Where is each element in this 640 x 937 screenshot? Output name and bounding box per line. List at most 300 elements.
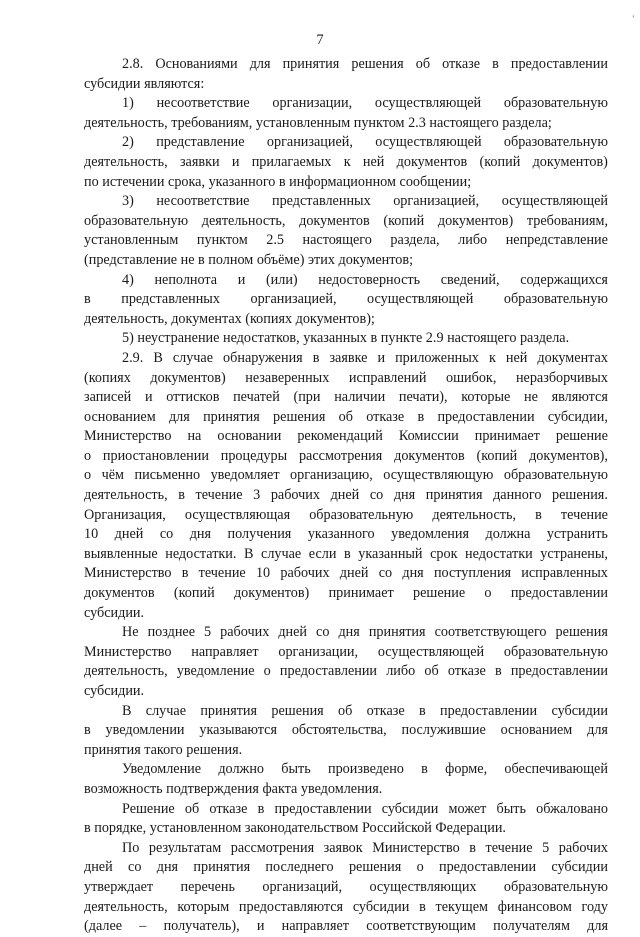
word: субсидии,: [547, 408, 608, 425]
text-line: [84, 898, 608, 918]
word: течение: [485, 839, 533, 856]
word: недостатки.: [165, 545, 237, 562]
word: дней: [339, 565, 369, 582]
text-line: [84, 604, 608, 624]
word: образовательную: [503, 467, 608, 484]
word: к: [343, 153, 351, 170]
word: заявки: [179, 153, 220, 170]
word: и: [237, 271, 246, 288]
text-line: [84, 839, 608, 859]
word: документов),: [529, 447, 608, 464]
word: уведомляет: [210, 467, 280, 484]
word: если: [308, 545, 337, 562]
word: деятельность,: [84, 153, 168, 170]
word: процедуры: [220, 447, 288, 464]
word: (далее: [84, 918, 123, 935]
word: о: [484, 585, 492, 602]
word: исправленных: [521, 565, 608, 582]
word: образовательную: [503, 95, 608, 112]
text-line: [84, 858, 608, 878]
word: чём: [101, 467, 125, 484]
word: со: [369, 487, 384, 504]
word: в: [178, 487, 185, 504]
word: предоставлении: [510, 663, 608, 680]
word: рабочих: [280, 565, 330, 582]
word: предоставлении: [274, 800, 372, 817]
word: организацией,: [393, 193, 480, 210]
word: уведомление: [176, 663, 255, 680]
word: Основаниями: [155, 56, 238, 72]
word: принятия: [200, 702, 258, 719]
word: предоставлении: [438, 859, 537, 876]
word: заявок: [323, 839, 363, 856]
word: дней: [84, 859, 113, 876]
word: получателям: [493, 918, 570, 935]
word: уведомления: [391, 526, 470, 543]
word: со: [316, 624, 330, 641]
word: (при: [293, 389, 321, 406]
word: отказе: [447, 663, 486, 680]
word: рабочих: [558, 839, 608, 856]
word: осуществляющую: [383, 467, 494, 484]
word: наличии: [334, 389, 386, 406]
word: (копий: [173, 585, 215, 602]
word: предоставлении: [510, 585, 608, 602]
word: осуществляющей: [501, 193, 608, 210]
text-line: [84, 643, 608, 663]
word: незаверенных: [245, 369, 330, 386]
word: основании: [217, 428, 282, 445]
word: должно: [218, 761, 265, 778]
word: обнаружения: [223, 349, 303, 366]
word: документов): [233, 585, 310, 602]
word: осуществляющей: [375, 134, 482, 151]
text-line: [84, 682, 608, 702]
word: решения: [351, 56, 404, 72]
text-line: [84, 584, 608, 604]
word: поступления: [433, 565, 512, 582]
word: о: [263, 663, 271, 680]
text-line: [84, 192, 608, 212]
text-line: [84, 702, 608, 722]
text-line: [84, 741, 608, 761]
word: документов: [299, 212, 370, 229]
word: деятельность,: [84, 663, 168, 680]
word: в: [421, 761, 428, 778]
text-line: [84, 506, 608, 526]
text-line: [84, 800, 608, 820]
word: в: [181, 565, 189, 582]
word: устранить: [546, 526, 608, 543]
word: решения: [555, 624, 608, 641]
word: выявленные: [84, 545, 158, 562]
word: Решение: [122, 800, 175, 817]
word: о: [416, 859, 424, 876]
word: утверждает: [84, 878, 154, 895]
word: письменно: [134, 467, 201, 484]
line-text: по истечении срока, указанного в информационном сообщении;: [84, 173, 472, 190]
line-text: (представление не в полном объёме) этих документов;: [84, 251, 414, 268]
word: 2.9.: [122, 349, 144, 366]
word: рабочих: [220, 624, 270, 641]
word: рабочих: [270, 487, 320, 504]
word: сведений,: [440, 271, 500, 288]
word: неполнота: [154, 271, 218, 288]
word: о: [84, 447, 92, 464]
word: субсидии: [381, 800, 439, 817]
word: непредставление: [505, 232, 608, 249]
word: предоставлении: [510, 56, 608, 72]
line-text: деятельность, документах (копиях документов);: [84, 310, 375, 327]
word: позднее: [147, 624, 196, 641]
word: дня: [393, 487, 416, 504]
word: –: [139, 918, 147, 935]
text-line: [84, 447, 608, 467]
word: для: [168, 408, 190, 425]
word: основанием: [500, 722, 573, 739]
word: перечень: [180, 878, 235, 895]
word: образовательную: [503, 291, 608, 308]
word: документов: [84, 585, 155, 602]
text-line: [84, 525, 608, 545]
word: ошибок,: [446, 369, 497, 386]
word: документах: [537, 349, 608, 366]
word: со: [128, 859, 142, 876]
text-line: [84, 427, 608, 447]
word: документов: [396, 153, 468, 170]
word: в: [535, 506, 542, 523]
word: для: [587, 918, 608, 935]
word: осуществляющей: [377, 643, 485, 660]
word: со: [378, 565, 393, 582]
document-body: [84, 55, 608, 937]
word: дней: [330, 487, 360, 504]
word: требованиям,: [526, 212, 608, 229]
word: устранены,: [540, 545, 608, 562]
word: представление: [156, 134, 245, 151]
word: получения: [227, 526, 292, 543]
word: соответствующим: [366, 918, 476, 935]
word: осуществляющей: [367, 291, 474, 308]
word: настоящего: [302, 232, 372, 249]
word: рассмотрения: [230, 839, 315, 856]
word: принятия: [282, 56, 340, 72]
word: организации,: [278, 643, 359, 660]
word: дня: [156, 859, 179, 876]
word: 2.8.: [122, 56, 144, 72]
word: образовательную: [503, 643, 608, 660]
word: должна: [485, 526, 531, 543]
word: произведено: [327, 761, 404, 778]
word: 2): [122, 134, 134, 151]
word: отказе: [366, 408, 405, 425]
line-text: субсидии.: [84, 604, 145, 621]
word: принятия: [368, 624, 426, 641]
word: решение: [555, 428, 608, 445]
word: Организация,: [84, 506, 166, 523]
word: недостоверность: [318, 271, 421, 288]
word: к: [488, 349, 496, 366]
word: деятельность,: [84, 898, 168, 915]
word: дня: [402, 565, 424, 582]
word: документов: [394, 447, 465, 464]
text-line: [84, 290, 608, 310]
word: в: [419, 898, 426, 915]
word: организации,: [272, 95, 353, 112]
word: Министерство: [84, 565, 172, 582]
word: образовательную: [84, 212, 189, 229]
word: принятия: [203, 408, 260, 425]
word: печати),: [398, 389, 448, 406]
word: в: [257, 800, 265, 817]
word: (или): [265, 271, 298, 288]
word: образовательную: [503, 878, 608, 895]
word: о: [84, 467, 92, 484]
text-line: [84, 231, 608, 251]
word: несоответствие: [156, 193, 250, 210]
text-line: [84, 75, 608, 95]
word: быть: [281, 761, 311, 778]
word: об: [338, 408, 353, 425]
word: Министерство: [84, 428, 172, 445]
word: и: [231, 153, 240, 170]
text-line: [84, 878, 608, 898]
word: случае: [172, 349, 214, 366]
word: указываются: [199, 722, 277, 739]
word: представленных: [121, 291, 220, 308]
text-line: [84, 251, 608, 271]
word: обстоятельства,: [291, 722, 387, 739]
word: осуществляющая: [184, 506, 291, 523]
word: документов): [532, 153, 608, 170]
word: в: [492, 56, 499, 72]
line-text: деятельность, требованиям, установленным пунктом 2.3 настоящего раздела;: [84, 114, 552, 131]
word: послужившие: [401, 722, 486, 739]
word: 2.5: [266, 232, 284, 249]
word: течение: [560, 506, 608, 523]
word: может: [448, 800, 487, 817]
word: Уведомление: [122, 761, 202, 778]
word: установленным: [84, 232, 179, 249]
line-text: субсидии являются:: [84, 75, 205, 92]
word: Не: [122, 624, 139, 641]
word: 10: [84, 526, 99, 543]
word: рекомендаций: [297, 428, 383, 445]
word: которым: [177, 898, 230, 915]
word: рассмотрения: [298, 447, 383, 464]
word: дня: [189, 526, 212, 543]
word: в: [418, 702, 426, 719]
word: отказе: [366, 702, 405, 719]
word: (копий: [383, 212, 425, 229]
word: печатей: [233, 389, 280, 406]
word: осуществляющих: [369, 878, 477, 895]
word: деятельность,: [84, 487, 168, 504]
text-line: [84, 310, 608, 330]
word: в: [469, 839, 476, 856]
word: предоставлении: [437, 408, 535, 425]
word: случае: [145, 702, 186, 719]
word: раздела,: [390, 232, 440, 249]
word: представленных: [271, 193, 371, 210]
word: в: [84, 291, 91, 308]
text-line: [84, 780, 608, 800]
word: решение: [413, 585, 466, 602]
word: обжаловано: [536, 800, 608, 817]
word: ней: [505, 349, 528, 366]
text-line: [84, 349, 608, 369]
word: финансовом: [497, 898, 572, 915]
word: В: [153, 349, 163, 366]
word: дней: [114, 526, 144, 543]
word: указанный: [358, 545, 423, 562]
word: исправлений: [348, 369, 427, 386]
word: недостатки: [465, 545, 533, 562]
text-line: [84, 173, 608, 193]
word: в: [494, 663, 502, 680]
word: решения: [348, 859, 402, 876]
word: и: [377, 349, 386, 366]
word: содержащихся: [520, 271, 608, 288]
word: на: [187, 428, 202, 445]
word: являются: [551, 389, 608, 406]
text-line: [84, 408, 608, 428]
word: отказе: [442, 56, 481, 72]
word: (копий: [479, 153, 521, 170]
word: соответствующего: [434, 624, 547, 641]
word: несоответствие: [156, 95, 250, 112]
word: образовательную: [503, 134, 608, 151]
word: 3): [122, 193, 134, 210]
word: решения: [273, 408, 326, 425]
word: форме,: [445, 761, 488, 778]
word: результатам: [148, 839, 222, 856]
text-line: [84, 623, 608, 643]
line-text: возможность подтверждения факта уведомления.: [84, 780, 383, 797]
word: принятия: [425, 487, 483, 504]
word: обеспечивающей: [504, 761, 608, 778]
text-line: [84, 271, 608, 291]
word: об: [424, 663, 439, 680]
text-line: [84, 55, 608, 75]
word: в: [417, 408, 425, 425]
word: последнего: [265, 859, 334, 876]
text-line: [84, 114, 608, 134]
word: срок: [430, 545, 458, 562]
word: организацией,: [266, 134, 353, 151]
word: быть: [496, 800, 526, 817]
word: Министерство: [372, 839, 460, 856]
word: организацией,: [250, 291, 337, 308]
word: которые: [461, 389, 511, 406]
word: заявке: [329, 349, 368, 366]
word: в: [84, 722, 91, 739]
word: отказе: [209, 800, 248, 817]
text-line: [84, 153, 608, 173]
page-number: 7: [316, 32, 324, 48]
word: деятельность,: [201, 212, 286, 229]
word: для: [249, 56, 271, 72]
word: субсидии: [551, 702, 608, 719]
word: данного: [493, 487, 542, 504]
text-line: [84, 819, 608, 839]
word: дней: [278, 624, 308, 641]
word: текущем: [435, 898, 488, 915]
word: Министерство: [84, 643, 172, 660]
word: приостановлении: [102, 447, 209, 464]
word: получатель),: [163, 918, 240, 935]
line-text: принятия такого решения.: [84, 741, 243, 758]
word: предоставляются: [238, 898, 344, 915]
text-line: [84, 369, 608, 389]
word: пунктом: [196, 232, 248, 249]
word: решения: [271, 702, 324, 719]
scan-mark: ': [632, 14, 634, 24]
word: (копий: [476, 447, 518, 464]
word: об: [415, 56, 431, 72]
word: Комиссии: [398, 428, 459, 445]
word: случае: [261, 545, 302, 562]
word: основанием: [84, 408, 156, 425]
text-line: [84, 133, 608, 153]
word: решения.: [552, 487, 608, 504]
word: принимает: [474, 428, 540, 445]
word: В: [244, 545, 254, 562]
word: записей: [84, 389, 132, 406]
text-line: [84, 486, 608, 506]
word: либо: [386, 663, 416, 680]
word: дня: [338, 624, 360, 641]
word: организаций,: [262, 878, 343, 895]
word: об: [338, 702, 353, 719]
word: деятельность,: [432, 506, 517, 523]
text-line: [84, 564, 608, 584]
text-line: [84, 721, 608, 741]
word: осуществляющей: [374, 95, 482, 112]
word: 10: [255, 565, 271, 582]
word: организацию,: [290, 467, 373, 484]
word: неразборчивых: [515, 369, 608, 386]
word: субсидии: [352, 898, 410, 915]
word: предоставлении: [279, 663, 378, 680]
word: предоставлении: [440, 702, 538, 719]
word: субсидии: [551, 859, 608, 876]
word: оттисков: [166, 389, 220, 406]
word: 5: [542, 839, 550, 856]
word: приложенных: [395, 349, 479, 366]
line-text: в порядке, установленном законодательством Российской Федерации.: [84, 820, 506, 837]
word: принятия: [193, 859, 251, 876]
line-text: субсидии.: [84, 683, 145, 699]
word: в: [312, 349, 320, 366]
word: направляет: [281, 918, 349, 935]
word: В: [122, 702, 132, 719]
word: не: [524, 389, 538, 406]
text-line: [84, 760, 608, 780]
word: прилагаемых: [251, 153, 332, 170]
text-line: [84, 329, 608, 349]
word: образовательную: [309, 506, 414, 523]
word: для: [587, 722, 608, 739]
word: и: [256, 918, 265, 935]
text-line: [84, 545, 608, 565]
word: ней: [362, 153, 385, 170]
word: 1): [122, 95, 134, 112]
word: уведомлении: [105, 722, 185, 739]
text-line: [84, 917, 608, 937]
text-line: [84, 466, 608, 486]
word: 5: [204, 624, 212, 641]
